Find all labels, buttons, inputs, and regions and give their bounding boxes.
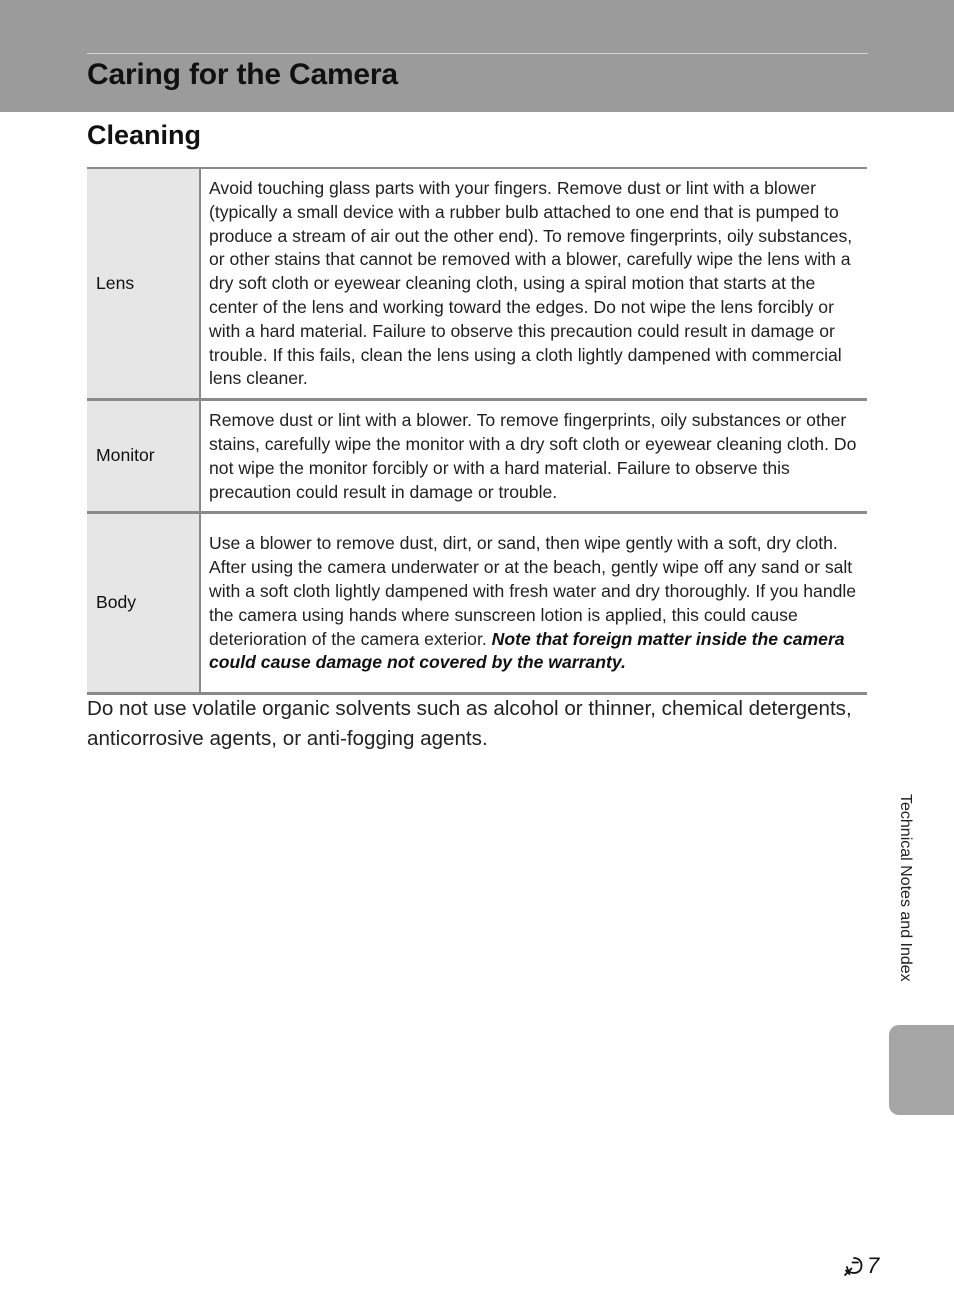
body-text: Use a blower to remove dust, dirt, or sand, then wipe gently with a soft, dry cloth. After using the camera underwater or at the beach, gently wipe off any sand or salt with a soft cloth lightly dampened with fresh water and dry thoroughly. If you handle the camera using hands where sunscreen lotion is applied, this could cause deterioration of the camera exterior.	[209, 533, 857, 649]
row-label-body: Body	[87, 513, 200, 694]
header-divider	[87, 53, 868, 54]
row-label-monitor: Monitor	[87, 400, 200, 513]
side-tab-marker	[889, 1025, 954, 1115]
page-title: Caring for the Camera	[87, 58, 398, 91]
row-text-monitor: Remove dust or lint with a blower. To remove fingerprints, oily substances or other stains, carefully wipe the monitor with a dry soft cloth or eyewear cleaning cloth. Do not wipe the monitor forcibly or with a hard material. Failure to observe this precaution could result in damage or trouble.	[200, 400, 867, 513]
solvent-note: Do not use volatile organic solvents such as alcohol or thinner, chemical detergents, anticorrosive agents, or anti-fogging agents.	[87, 697, 852, 750]
cleaning-table	[87, 167, 867, 695]
warranty-warning: Note that foreign matter inside the camera could cause damage not covered by the warranty.	[209, 628, 845, 673]
section-title: Cleaning	[87, 120, 202, 150]
table-row	[87, 168, 867, 400]
row-text-body	[200, 513, 867, 694]
row-text-lens: Avoid touching glass parts with your fingers. Remove dust or lint with a blower (typically a small device with a rubber bulb attached to one end that is pumped to produce a stream of air out the other end). To remove fingerprints, oily substances, or other stains that cannot be removed with a blower, carefully wipe the lens with a dry soft cloth or eyewear cleaning cloth, using a spiral motion that starts at the center of the lens and working toward the edges. Do not wipe the lens forcibly or with a hard material. Failure to observe this precaution could result in damage or trouble. If this fails, clean the lens using a cloth lightly dampened with commercial lens cleaner.	[200, 168, 867, 400]
technical-notes-icon	[842, 1254, 866, 1278]
table-row	[87, 400, 867, 513]
table-row	[87, 513, 867, 694]
side-tab-label: Technical Notes and Index	[897, 794, 914, 982]
row-label-lens: Lens	[87, 168, 200, 400]
page-number-value: 7	[867, 1253, 880, 1278]
header-band	[0, 0, 954, 112]
page-number	[842, 1252, 879, 1280]
